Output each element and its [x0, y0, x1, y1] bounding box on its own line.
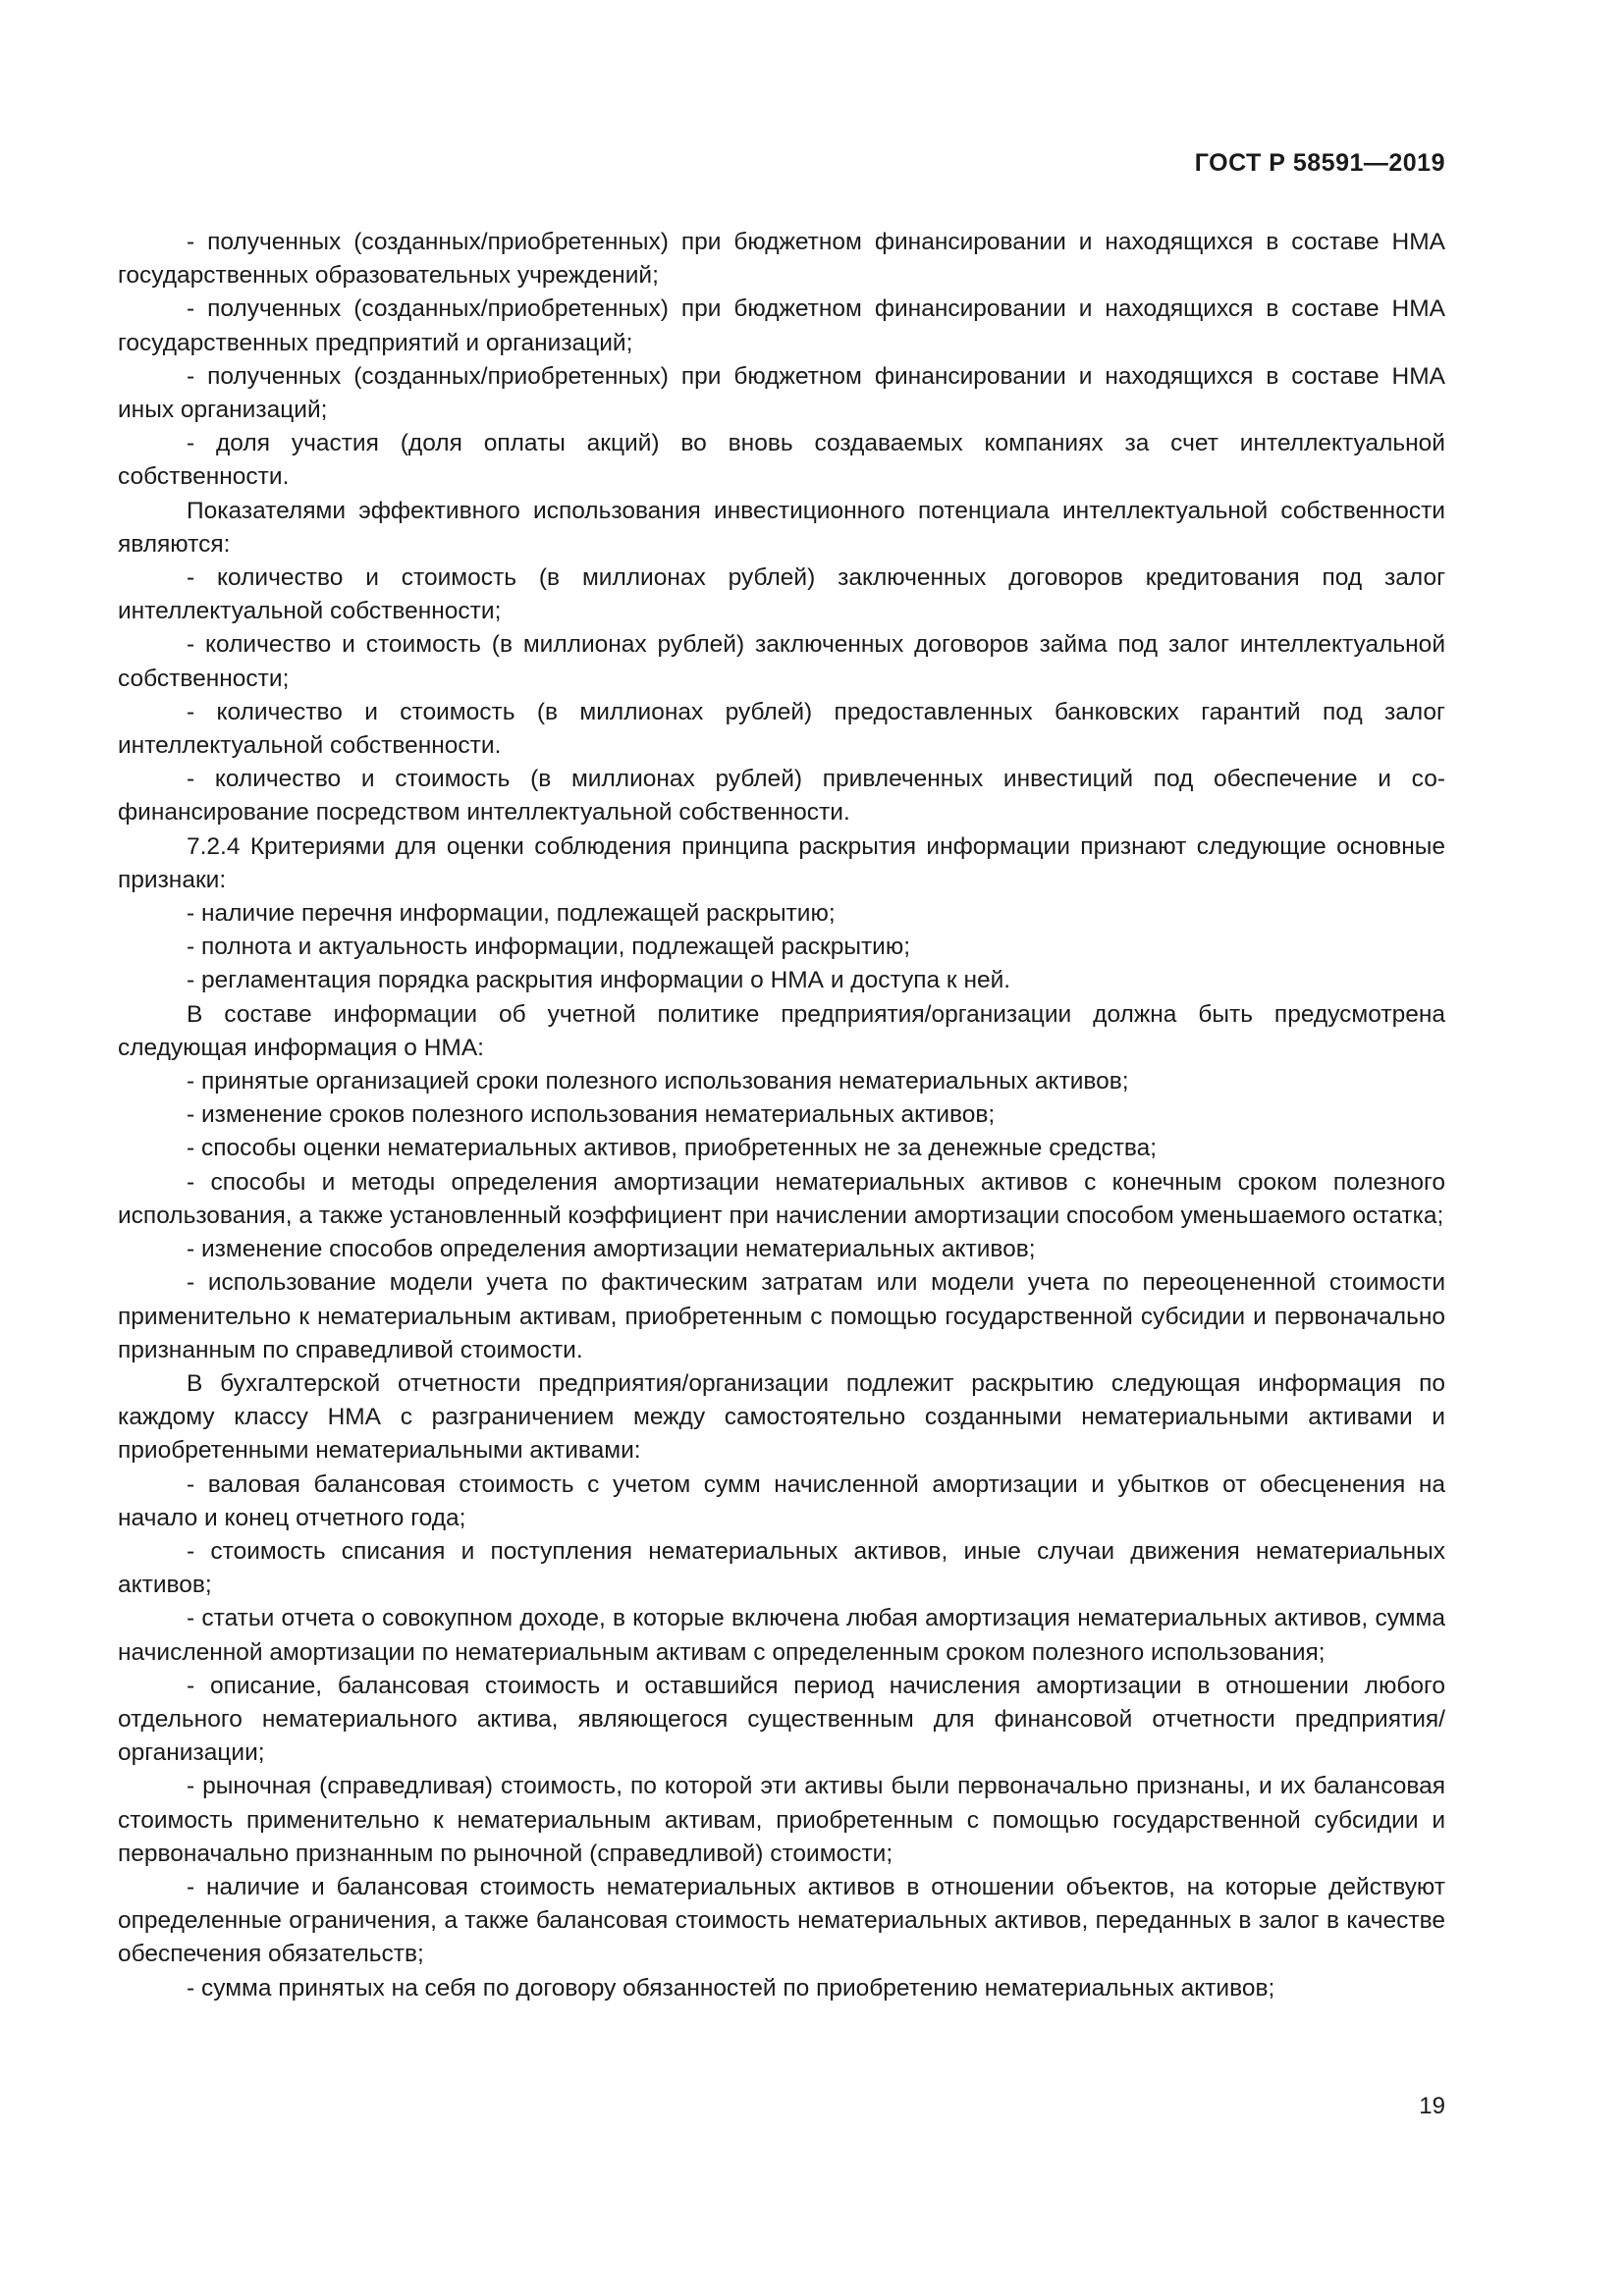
paragraph: - количество и стоимость (в миллионах рублей) привлеченных инвестиций под обеспечение и софинансирование посредством интеллектуальной собственности. — [118, 766, 1445, 827]
paragraph: - валовая балансовая стоимость с учетом сумм начисленной амортизации и убытков от обесценения на начало и конец отчетного года; — [118, 1470, 1445, 1531]
paragraph: - количество и стоимость (в миллионах рублей) предоставленных банковских гарантий под залог интеллектуальной собственности. — [118, 698, 1445, 760]
paragraph: - сумма принятых на себя по договору обязанностей по приобретению нематериальных активов; — [187, 1974, 1275, 2002]
paragraph: - количество и стоимость (в миллионах рублей) заключенных договоров займа под залог интеллектуальной собственности; — [118, 631, 1445, 692]
paragraph: - способы оценки нематериальных активов, приобретенных не за денежные средства; — [187, 1135, 1158, 1162]
paragraph: - использование модели учета по фактическим затратам или модели учета по переоцененной стоимости применительно к нематериальным активам, приобретенным с помощью государственной субсидии и первоначально признанным по справедливой стоимости. — [118, 1269, 1445, 1363]
paragraph: - полнота и актуальность информации, подлежащей раскрытию; — [187, 934, 911, 961]
paragraph: - способы и методы определения амортизации нематериальных активов с конечным сроком полезного использования, а также установленный коэффициент при начислении амортизации способом уменьшаемого остатка; — [118, 1168, 1445, 1229]
paragraph: - принятые организацией сроки полезного использования нематериальных активов; — [187, 1068, 1129, 1095]
page-number: 19 — [1419, 2093, 1445, 2119]
paragraph: - регламентация порядка раскрытия информации о НМА и доступа к ней. — [187, 967, 1011, 994]
section-paragraph-7-2-4: 7.2.4 Критериями для оценки соблюдения принципа раскрытия информации признают следующие основные признаки: — [118, 832, 1445, 893]
paragraph: - описание, балансовая стоимость и оставшийся период начисления амортизации в отношении любого отдельного нематериального актива, являющегося существенным для финансовой отчетности предприятия/организации; — [118, 1672, 1445, 1767]
paragraph: - наличие и балансовая стоимость нематериальных активов в отношении объектов, на которые действуют определенные ограничения, а также балансовая стоимость нематериальных активов, переданных в залог в качестве обеспечения обязательств; — [118, 1873, 1445, 1968]
standard-designation: ГОСТ Р 58591—2019 — [1194, 149, 1445, 177]
paragraph: В бухгалтерской отчетности предприятия/организации подлежит раскрытию следующая информация по каждому классу НМА с разграничением между самостоятельно созданными нематериальными активами и приобретенными нематериальными активами: — [118, 1369, 1445, 1465]
paragraph: - рыночная (справедливая) стоимость, по которой эти активы были первоначально признаны, и их балансовая стоимость применительно к нематериальным активам, приобретенным с помощью государственной субсидии и первоначально признанным по рыночной (справедливой) стоимости; — [118, 1773, 1445, 1867]
paragraph: - полученных (созданных/приобретенных) при бюджетном финансировании и находящихся в составе НМА иных организаций; — [118, 362, 1445, 424]
paragraph: Показателями эффективного использования инвестиционного потенциала интеллектуальной собственности являются: — [118, 497, 1445, 558]
paragraph: В составе информации об учетной политике предприятия/организации должна быть предусмотрена следующая информация о НМА: — [118, 1000, 1445, 1061]
paragraph: - наличие перечня информации, подлежащей раскрытию; — [187, 900, 836, 928]
paragraph: - статьи отчета о совокупном доходе, в которые включена любая амортизация нематериальных активов, сумма начисленной амортизации по нематериальным активам с определенным сроком полезного использования; — [118, 1605, 1445, 1666]
paragraph: - полученных (созданных/приобретенных) при бюджетном финансировании и находящихся в составе НМА государственных образовательных учреждений; — [118, 229, 1445, 290]
paragraph: - стоимость списания и поступления нематериальных активов, иные случаи движения нематериальных активов; — [118, 1537, 1445, 1599]
paragraph: - изменение способов определения амортизации нематериальных активов; — [187, 1236, 1036, 1263]
paragraph: - количество и стоимость (в миллионах рублей) заключенных договоров кредитования под залог интеллектуальной собственности; — [118, 564, 1445, 625]
body-text — [118, 226, 1445, 2005]
paragraph: - доля участия (доля оплаты акций) во вновь создаваемых компаниях за счет интеллектуальной собственности. — [118, 430, 1445, 491]
paragraph: - полученных (созданных/приобретенных) при бюджетном финансировании и находящихся в составе НМА государственных предприятий и организаций; — [118, 295, 1445, 356]
paragraph: - изменение сроков полезного использования нематериальных активов; — [187, 1101, 996, 1129]
